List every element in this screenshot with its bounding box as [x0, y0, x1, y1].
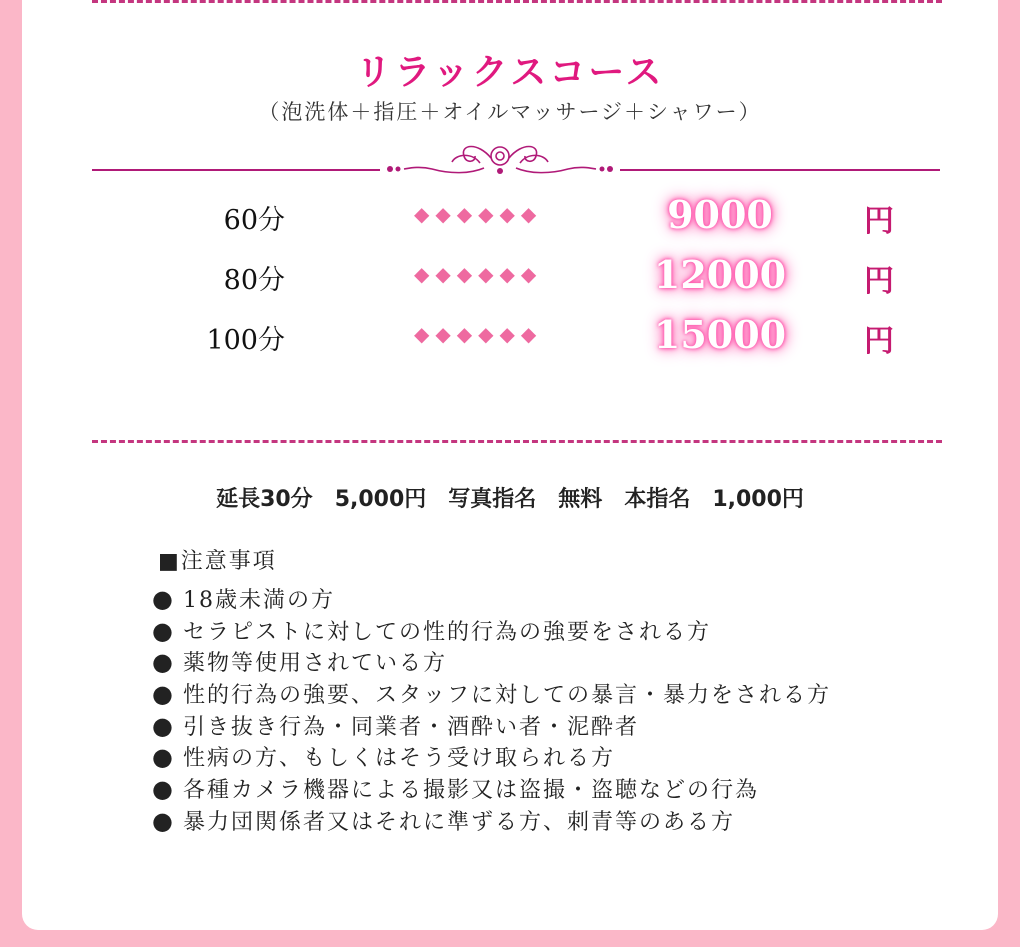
list-item: ● 引き抜き行為・同業者・酒酔い者・泥酔者 — [152, 711, 639, 740]
photo-nomination-price: 無料 — [558, 487, 603, 512]
list-item: ● 18歳未満の方 — [152, 585, 335, 613]
bullet-icon: ● — [152, 806, 175, 835]
list-item: ● セラピストに対しての性的行為の強要をされる方 — [152, 616, 711, 645]
list-item: ● 性病の方、もしくはそう受け取られる方 — [152, 743, 615, 772]
bullet-icon: ● — [152, 648, 175, 677]
middle-dashed-divider — [92, 440, 942, 443]
course-title: リラックスコース — [355, 52, 665, 93]
duration-label: 80分 — [223, 265, 285, 296]
diamond-separator-icon: ◆◆◆◆◆◆ — [414, 262, 543, 286]
bullet-icon: ● — [152, 711, 175, 740]
ornament-flourish-icon — [380, 138, 620, 182]
main-nomination-label: 本指名 — [624, 487, 691, 512]
extension-label: 延長30分 — [216, 487, 313, 512]
bullet-icon: ● — [152, 616, 175, 645]
price-value: 9000 — [667, 192, 773, 237]
price-row-100 — [0, 310, 1020, 360]
main-nomination-price: 1,000円 — [712, 487, 804, 512]
price-row-60 — [0, 190, 1020, 240]
bullet-icon: ● — [152, 743, 175, 772]
bullet-icon: ● — [152, 585, 175, 613]
list-item: ● 各種カメラ機器による撮影又は盗撮・盗聴などの行為 — [152, 775, 759, 804]
price-value: 12000 — [653, 252, 787, 297]
duration-label: 100分 — [206, 325, 285, 356]
yen-unit: 円 — [864, 264, 894, 299]
list-item: ● 性的行為の強要、スタッフに対しての暴言・暴力をされる方 — [152, 680, 831, 709]
extra-fees — [0, 482, 1020, 513]
yen-unit: 円 — [864, 204, 894, 239]
diamond-separator-icon: ◆◆◆◆◆◆ — [414, 202, 543, 226]
extension-price: 5,000円 — [334, 487, 427, 512]
price-value: 15000 — [653, 312, 787, 357]
photo-nomination-label: 写真指名 — [448, 487, 537, 512]
yen-unit: 円 — [864, 324, 894, 359]
list-item: ● 暴力団関係者又はそれに準ずる方、刺青等のある方 — [152, 806, 735, 835]
course-subtitle: （泡洗体＋指圧＋オイルマッサージ＋シャワー） — [258, 100, 762, 124]
duration-label: 60分 — [223, 205, 285, 236]
list-item: ● 薬物等使用されている方 — [152, 648, 447, 677]
notes-list — [152, 584, 831, 838]
bullet-icon: ● — [152, 775, 175, 804]
diamond-separator-icon: ◆◆◆◆◆◆ — [414, 322, 543, 346]
top-dashed-divider — [92, 0, 942, 3]
notes-title: ■注意事項 — [158, 549, 277, 574]
bullet-icon: ● — [152, 680, 175, 709]
price-row-80 — [0, 250, 1020, 300]
